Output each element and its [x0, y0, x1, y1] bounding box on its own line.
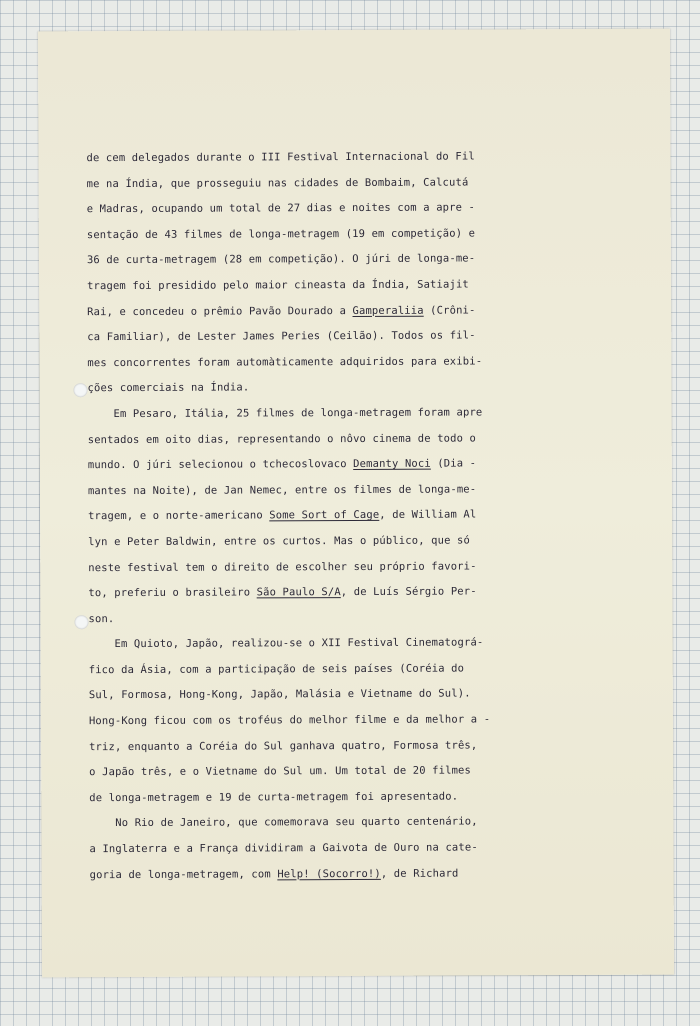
text-segment: lyn e Peter Baldwin, entre os curtos. Mas o público, que só: [88, 534, 471, 549]
text-segment: Rai, e concedeu o prêmio Pavão Dourado a: [87, 304, 353, 318]
text-segment: fico da Ásia, com a participação de seis países (Coréia do: [88, 662, 465, 677]
text-line: [89, 784, 539, 812]
text-segment: Em Quioto, Japão, realizou-se o XII Festival Cinematográ-: [88, 636, 484, 651]
underlined-title: Gamperaliia: [352, 304, 424, 317]
text-segment: me na Índia, que prosseguiu nas cidades de Bombaim, Calcutá: [86, 176, 469, 190]
underlined-title: São Paulo S/A: [256, 586, 341, 599]
text-line: [88, 400, 538, 428]
text-line: [89, 707, 539, 735]
punch-hole: [73, 383, 87, 397]
text-segment: ções comerciais na Índia.: [87, 381, 250, 395]
underlined-title: Demanty Noci: [353, 457, 431, 471]
text-segment: de longa-metragem e 19 de curta-metragem foi apresentado.: [89, 790, 459, 805]
text-segment: to, preferiu o brasileiro: [88, 586, 257, 600]
text-segment: de cem delegados durante o III Festival Internacional do Fil: [86, 150, 475, 165]
text-line: [89, 630, 539, 658]
text-segment: mantes na Noite), de Jan Nemec, entre os filmes de longa-me-: [87, 483, 477, 497]
text-line: [89, 656, 539, 684]
text-line: [88, 579, 538, 607]
text-line: [88, 605, 538, 633]
text-segment: No Rio de Janeiro, que comemorava seu quarto centenário,: [89, 815, 478, 830]
text-segment: sentação de 43 filmes de longa-metragem (19 em competição) e: [86, 227, 476, 241]
text-segment: mundo. O júri selecionou o tchecoslovaco: [87, 458, 354, 472]
text-segment: neste festival tem o direito de escolher seu próprio favori-: [88, 559, 477, 574]
text-segment: mes concorrentes foram automàticamente adquiridos para exibi-: [87, 355, 483, 369]
text-line: [89, 682, 539, 710]
text-segment: , de Richard: [380, 867, 459, 880]
text-line: [89, 758, 539, 786]
text-line: [88, 426, 538, 454]
text-segment: a Inglaterra e a França dividiram a Gaivota de Ouro na cate-: [89, 841, 478, 856]
text-line: [87, 323, 537, 351]
text-line: [89, 835, 539, 863]
text-segment: ca Familiar), de Lester James Peries (Ceilão). Todos os fil-: [87, 329, 476, 344]
text-line: [87, 170, 537, 198]
text-segment: , de Luís Sérgio Per-: [340, 585, 477, 599]
text-segment: 36 de curta-metragem (28 em competição). O júri de longa-me-: [86, 252, 476, 267]
text-segment: o Japão três, e o Vietname do Sul um. Um total de 20 filmes: [89, 764, 472, 779]
text-segment: Em Pesaro, Itália, 25 filmes de longa-metragem foram apre: [87, 406, 483, 421]
text-segment: (Dia -: [430, 457, 477, 470]
document-body: [86, 144, 539, 888]
text-segment: tragem, e o norte-americano: [88, 509, 270, 523]
text-line: [87, 375, 537, 403]
text-segment: e Madras, ocupando um total de 27 dias e noites com a apre -: [86, 201, 476, 216]
punch-hole: [74, 615, 88, 629]
text-line: [88, 554, 538, 582]
text-segment: tragem foi presidido pelo maior cineasta da Índia, Satiajit: [87, 278, 469, 293]
text-line: [88, 477, 538, 505]
text-line: [88, 503, 538, 531]
text-segment: goria de longa-metragem, com: [89, 867, 278, 881]
text-line: [87, 247, 537, 275]
typewritten-page: [38, 29, 674, 978]
text-line: [90, 861, 540, 889]
text-line: [87, 221, 537, 249]
text-line: [87, 298, 537, 326]
text-segment: Hong-Kong ficou com os troféus do melhor filme e da melhor a -: [88, 713, 491, 728]
text-segment: , de William Al: [379, 508, 477, 522]
text-line: [88, 528, 538, 556]
text-segment: son.: [88, 612, 115, 625]
underlined-title: Some Sort of Cage: [269, 509, 380, 522]
text-line: [87, 272, 537, 300]
text-line: [88, 451, 538, 479]
text-line: [87, 195, 537, 223]
text-segment: sentados em oito dias, representando o nôvo cinema de todo o: [87, 432, 477, 446]
text-line: [87, 349, 537, 377]
underlined-title: Help! (Socorro!): [277, 867, 381, 880]
text-segment: triz, enquanto a Coréia do Sul ganhava quatro, Formosa três,: [89, 739, 478, 753]
text-line: [89, 733, 539, 761]
text-segment: Sul, Formosa, Hong-Kong, Japão, Malásia e Vietname do Sul).: [88, 687, 471, 702]
text-line: [89, 810, 539, 838]
text-segment: (Crôni-: [423, 304, 476, 317]
text-line: [86, 144, 536, 172]
